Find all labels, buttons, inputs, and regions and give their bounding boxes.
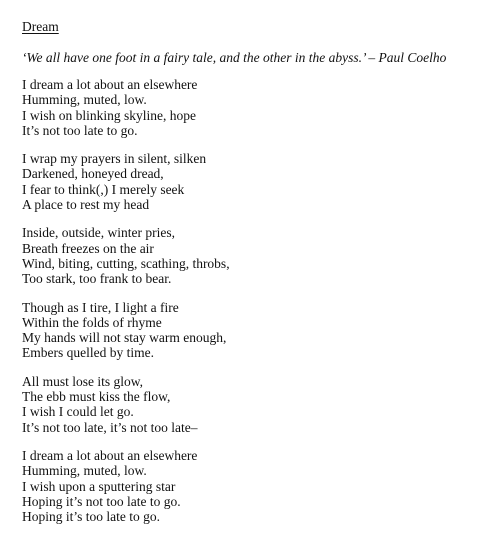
poem-line: Within the folds of rhyme <box>22 314 162 330</box>
epigraph-attribution: – Paul Coelho <box>364 50 447 65</box>
poem-line: It’s not too late, it’s not too late– <box>22 419 198 435</box>
poem-line: Humming, muted, low. <box>22 463 147 479</box>
poem-line: I dream a lot about an elsewhere <box>22 447 198 463</box>
poem-line: Hoping it’s not too late to go. <box>22 493 181 509</box>
stanza-1 <box>22 77 492 138</box>
poem-line: Hoping it’s too late to go. <box>22 509 160 525</box>
stanza-2 <box>22 151 492 212</box>
document-page <box>22 18 492 524</box>
poem-line: Too stark, too frank to bear. <box>22 271 172 287</box>
stanza-5 <box>22 374 492 435</box>
poem-line: I wish upon a sputtering star <box>22 478 176 494</box>
poem-line: Humming, muted, low. <box>22 92 147 108</box>
poem-line: It’s not too late to go. <box>22 122 138 138</box>
stanza-6 <box>22 448 492 524</box>
poem-line: Embers quelled by time. <box>22 345 154 361</box>
poem-line: I wish on blinking skyline, hope <box>22 107 196 123</box>
poem-line: Wind, biting, cutting, scathing, throbs, <box>22 255 230 271</box>
stanza-3 <box>22 225 492 286</box>
poem-line: I wrap my prayers in silent, silken <box>22 151 207 167</box>
poem-title: Dream <box>22 19 59 34</box>
poem-line: My hands will not stay warm enough, <box>22 330 227 346</box>
poem-line: Darkened, honeyed dread, <box>22 166 164 182</box>
poem-line: Inside, outside, winter pries, <box>22 225 175 241</box>
poem-line: A place to rest my head <box>22 197 150 213</box>
poem-line: I wish I could let go. <box>22 404 134 420</box>
poem-line: I dream a lot about an elsewhere <box>22 77 198 92</box>
epigraph <box>22 49 492 66</box>
poem-line: Breath freezes on the air <box>22 240 154 256</box>
poem-line: I fear to think(,) I merely seek <box>22 181 185 197</box>
poem-line: Though as I tire, I light a fire <box>22 299 179 315</box>
poem-line: All must lose its glow, <box>22 373 144 389</box>
poem-line: The ebb must kiss the flow, <box>22 389 171 405</box>
stanza-4 <box>22 300 492 361</box>
epigraph-quote: ‘We all have one foot in a fairy tale, and the other in the abyss.’ <box>22 50 365 65</box>
